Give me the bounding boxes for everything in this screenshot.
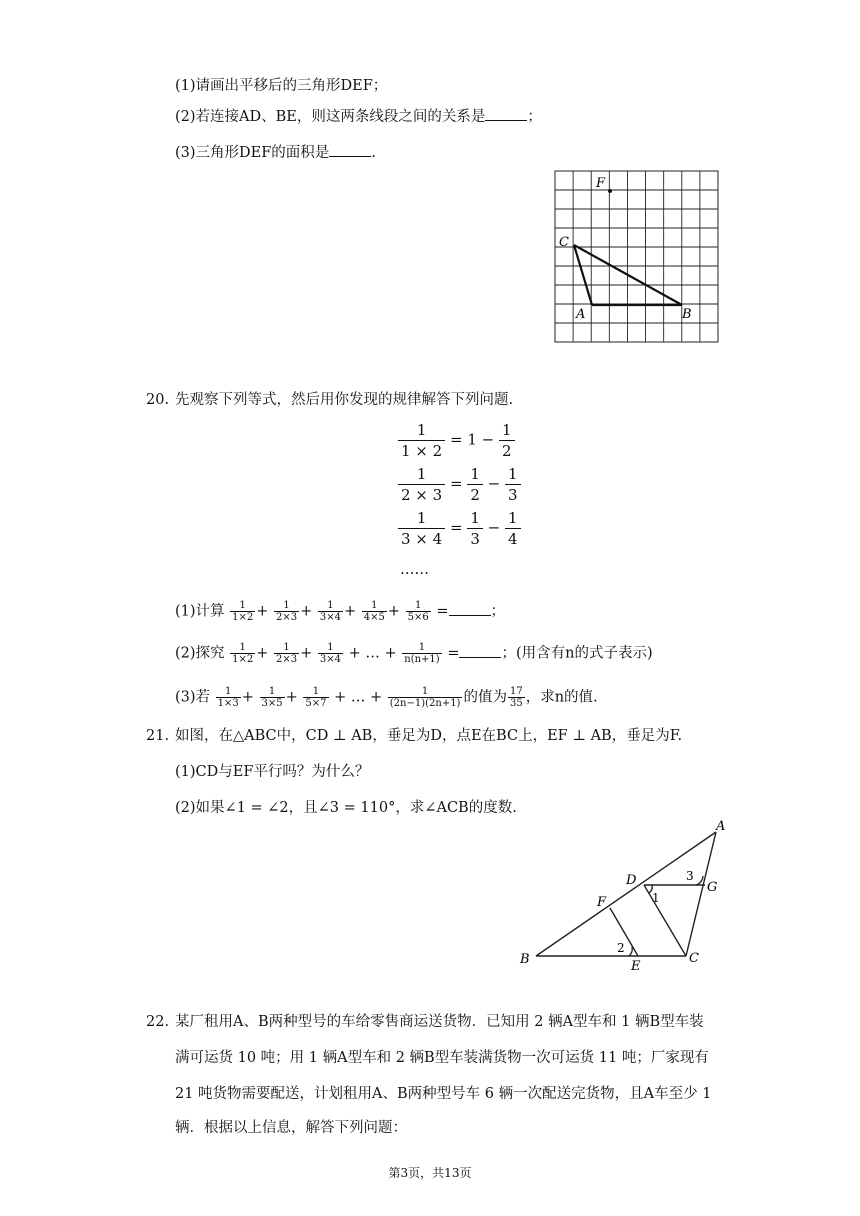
label-c: C — [559, 235, 569, 250]
q21-part1: (1)CD与EF平行吗？为什么？ — [175, 764, 370, 780]
angle-2-arc — [629, 947, 632, 956]
q22-line1: 某厂租用A、B两种型号的车给零售商运送货物．已知用 2 辆A型车和 1 辆B型车装 — [175, 1014, 704, 1030]
q20-part3: (3)若 $\frac{1}{1\times 3}$ + $\frac{1}{3\times 5}$ + $\frac{1}{5\times 7}$ + … + $\frac{1}{(2n-1)(2n+1)}$ 的值为 $\frac{17}{35}$ ，求n的值. — [175, 686, 598, 709]
q19-part2-end: ； — [527, 109, 542, 125]
page-footer: 第3页，共13页 — [388, 1166, 472, 1180]
label-a: A — [716, 819, 726, 834]
label-e: E — [631, 959, 641, 974]
equation-2: $\frac{1}{2 \times 3}$ = $\frac{1}{2}$ − $\frac{1}{3}$ — [398, 464, 521, 505]
equation-dots: …… — [400, 562, 429, 578]
angle-1-label: 1 — [652, 891, 660, 905]
q22-number: 22. — [146, 1014, 170, 1030]
q20-part1: (1)计算 $\frac{1}{1\times 2}$ + $\frac{1}{2\times 3}$ + $\frac{1}{3\times 4}$ + $\frac{1}{4\times 5}$ + $\frac{1}{5\times 6}$ = ； — [175, 600, 506, 623]
q19-part3 — [175, 142, 376, 163]
label-g: G — [707, 880, 718, 895]
q19-part2-text: (2)若连接AD、BE，则这两条线段之间的关系是 — [175, 109, 486, 125]
q22-line4: 辆．根据以上信息，解答下列问题： — [175, 1120, 407, 1136]
angle-3-arc — [696, 876, 703, 885]
q19-part3-end: . — [371, 145, 376, 161]
q21-part2: (2)如果∠1 = ∠2，且∠3 = 110°，求∠ACB的度数. — [175, 800, 517, 816]
grid-figure — [548, 166, 728, 348]
side-ba — [536, 832, 716, 956]
label-b: B — [520, 952, 530, 967]
q22-line2: 满可运货 10 吨；用 1 辆A型车和 2 辆B型车装满货物一次可运货 11 吨；厂家现有 — [175, 1050, 709, 1066]
point-f — [608, 189, 612, 193]
triangle-figure — [510, 812, 736, 974]
segment-cd — [644, 885, 686, 956]
equation-1: $\frac{1}{1 \times 2}$ = 1 − $\frac{1}{2}$ — [398, 420, 515, 461]
label-f: F — [597, 895, 607, 910]
label-a: A — [576, 307, 586, 322]
q19-part3-text: (3)三角形DEF的面积是 — [175, 145, 330, 161]
label-b: B — [682, 307, 692, 322]
q21-stem: 如图，在△ABC中，CD ⊥ AB，垂足为D，点E在BC上，EF ⊥ AB，垂足为F. — [175, 728, 683, 744]
angle-3-label: 3 — [686, 869, 694, 883]
q20-number: 20. — [146, 392, 170, 408]
answer-blank — [329, 142, 371, 157]
label-f: F — [596, 176, 606, 191]
label-d: D — [626, 873, 637, 888]
q20-stem: 先观察下列等式，然后用你发现的规律解答下列问题. — [175, 392, 514, 408]
angle-2-label: 2 — [617, 941, 625, 955]
label-c: C — [689, 951, 699, 966]
equation-3: $\frac{1}{3 \times 4}$ = $\frac{1}{3}$ − $\frac{1}{4}$ — [398, 508, 521, 549]
q19-part1: (1)请画出平移后的三角形DEF； — [175, 78, 388, 94]
q22-line3: 21 吨货物需要配送，计划租用A、B两种型号车 6 辆一次配送完货物，且A车至少 1 — [175, 1086, 712, 1102]
q21-number: 21. — [146, 728, 170, 744]
q19-part2 — [175, 106, 542, 127]
q20-part2: (2)探究 $\frac{1}{1\times 2}$ + $\frac{1}{2\times 3}$ + $\frac{1}{3\times 4}$ + … + $\frac{1}{n(n+1)}$ = ；(用含有n的式子表示) — [175, 642, 653, 665]
answer-blank — [485, 106, 527, 121]
triangle-abc — [574, 245, 682, 305]
